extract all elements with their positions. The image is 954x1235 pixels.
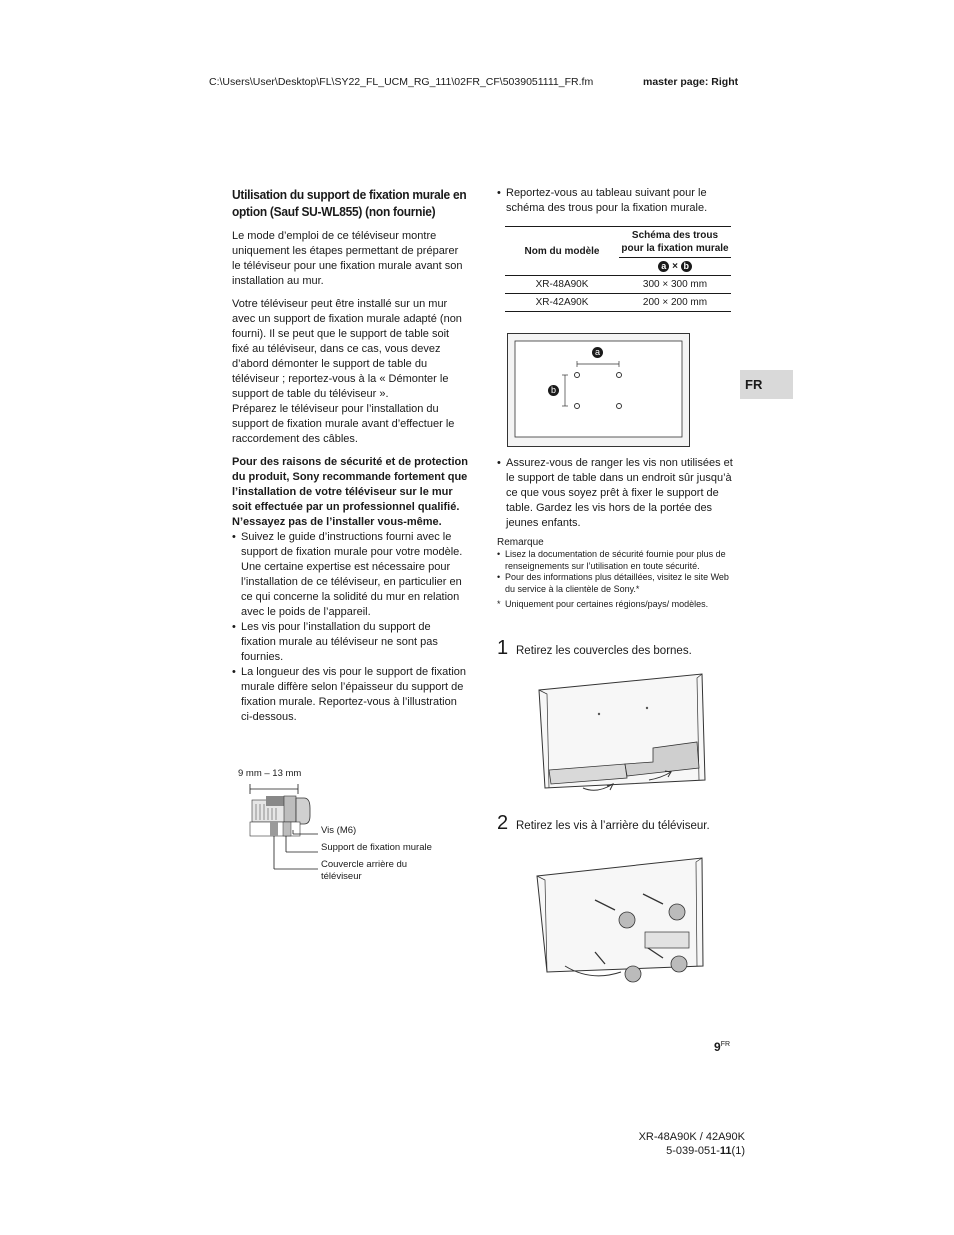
list-item: • Assurez-vous de ranger les vis non utilisées et le support de table dans un endroit sûr jusqu’à ce que vous soyez prêt à fixer le support de table. Gardez les vis hors de la portée des jeunes enfants.	[497, 456, 733, 531]
rear-cover-label: Couvercle arrière du téléviseur	[321, 859, 408, 882]
step-2-illustration	[535, 854, 705, 984]
list-item: • Reportez-vous au tableau suivant pour le schéma des trous pour la fixation murale.	[497, 186, 733, 216]
times-sign: ×	[672, 261, 678, 272]
master-page-label: master page: Right	[643, 76, 739, 88]
tv-rear-terminal-covers-icon	[537, 670, 707, 795]
table-cell-model: XR-48A90K	[505, 276, 619, 294]
page-number-value: 9	[714, 1040, 721, 1054]
list-item: • Lisez la documentation de sécurité fournie pour plus de renseignements sur l’utilisation en toute sécurité.	[497, 549, 733, 572]
list-item: • Pour des informations plus détaillées, visitez le site Web du service à la clientèle de Sony.*	[497, 572, 733, 595]
step-text: Retirez les vis à l’arrière du téléviseur.	[516, 820, 710, 832]
hole-pattern-table	[505, 226, 731, 312]
table-header-pattern: Schéma des trous pour la fixation murale	[619, 227, 731, 258]
table-row	[505, 276, 731, 294]
language-tab: FR	[740, 370, 793, 399]
hole-a-marker: a	[592, 347, 603, 358]
step-text: Retirez les couvercles des bornes.	[516, 645, 692, 657]
remark-title: Remarque	[497, 537, 544, 548]
table-subheader	[619, 258, 731, 276]
step-2	[497, 812, 733, 850]
step-number: 2	[497, 812, 509, 834]
paragraph-3: Préparez le téléviseur pour l’installation du support de fixation murale avant d’effectuer le raccordement des câbles.	[232, 403, 455, 445]
table-cell-pattern: 300 × 300 mm	[619, 276, 731, 294]
screw-length-diagram	[238, 768, 468, 888]
file-path: C:\Users\User\Desktop\FL\SY22_FL_UCM_RG_111\02FR_CF\5039051111_FR.fm	[209, 76, 594, 88]
table-row	[505, 294, 731, 312]
doc-code-bold: 11	[719, 1145, 732, 1157]
left-column	[232, 186, 468, 725]
footer-model-info	[639, 1130, 745, 1158]
right-column	[497, 186, 733, 312]
footnote	[497, 599, 733, 611]
hole-b-badge: b	[681, 261, 692, 272]
model-name: XR-48A90K / 42A90K	[638, 1131, 745, 1143]
page-number	[714, 1040, 730, 1054]
screw-label: Vis (M6)	[321, 825, 357, 836]
tv-rear-screws-icon	[535, 854, 705, 984]
install-bullets	[232, 530, 468, 725]
hole-pattern-diagram	[507, 333, 690, 447]
screw-range-label: 9 mm – 13 mm	[238, 768, 302, 779]
doc-code-prefix: 5-039-051-	[666, 1145, 720, 1157]
intro-list	[497, 186, 733, 216]
paragraph-2: Votre téléviseur peut être installé sur un mur avec un support de fixation murale adapté (non fourni). Il se peut que le support de table soit fixé au téléviseur, dans ce cas, vous devez d’abord démonter le support de table du téléviseur ; reportez-vous à la « Démonter le support de table du téléviseur ».	[232, 298, 462, 400]
list-item: • Les vis pour l’installation du support de fixation murale au téléviseur ne sont pas fournies.	[232, 620, 468, 665]
storage-section	[497, 456, 733, 611]
hole-a-badge: a	[658, 261, 669, 272]
safety-warning: Pour des raisons de sécurité et de protection du produit, Sony recommande fortement que l’installation de votre téléviseur sur le mur soit effectuée par un professionnel qualifié. N’essayez pas de l’installer vous-même.	[232, 456, 468, 528]
step-number: 1	[497, 637, 509, 659]
bracket-label: Support de fixation murale	[321, 842, 432, 853]
table-cell-model: XR-42A90K	[505, 294, 619, 312]
hole-b-marker: b	[548, 385, 559, 396]
footnote-text: Uniquement pour certaines régions/pays/ modèles.	[505, 599, 709, 609]
doc-code-suffix: (1)	[731, 1145, 745, 1157]
list-item: • Suivez le guide d’instructions fourni avec le support de fixation murale pour votre modèle. Une certaine expertise est nécessaire pour l’installation de ce téléviseur, en particulier en ce qui concerne la solidité du mur en relation avec le poids de l’appareil.	[232, 530, 468, 620]
paragraph-1: Le mode d’emploi de ce téléviseur montre uniquement les étapes permettant de préparer le téléviseur pour une fixation murale avant son installation au mur.	[232, 230, 463, 287]
footnote-mark: *	[497, 599, 501, 609]
table-cell-pattern: 200 × 200 mm	[619, 294, 731, 312]
list-item: • La longueur des vis pour le support de fixation murale diffère selon l’épaisseur du support de fixation murale. Reportez-vous à l’illustration ci-dessous.	[232, 665, 468, 725]
page-number-suffix: FR	[720, 1041, 731, 1048]
step-1-illustration	[537, 670, 707, 795]
step-1	[497, 637, 733, 661]
section-title: Utilisation du support de fixation murale en option (Sauf SU-WL855) (non fournie)	[232, 187, 467, 219]
doc-code	[639, 1144, 745, 1158]
table-header-model: Nom du modèle	[505, 227, 619, 276]
remark-list	[497, 549, 733, 595]
